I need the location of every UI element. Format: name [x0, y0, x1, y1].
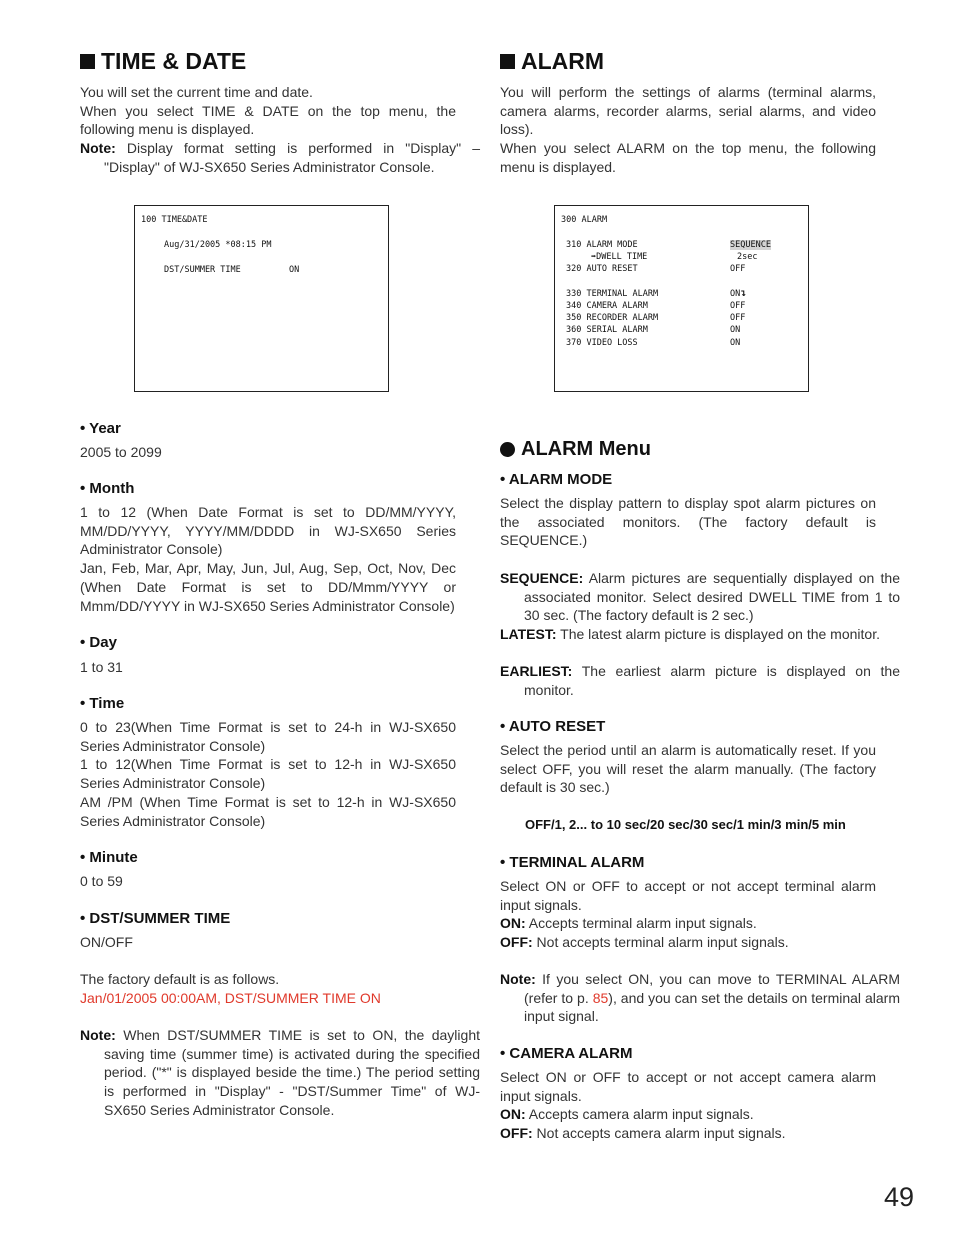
screen-row-label: 310 ALARM MODE [566, 240, 638, 250]
screen-row-value: ON [730, 338, 741, 348]
page-number: 49 [884, 1182, 915, 1212]
day-text: 1 to 31 [80, 659, 123, 675]
screen-row-value-selected: SEQUENCE [730, 240, 771, 250]
earliest-desc: EARLIEST: The earliest alarm picture is displayed on the monitor. [500, 663, 900, 698]
latest-desc: LATEST: The latest alarm picture is displayed on the monitor. [500, 626, 880, 642]
page-link[interactable]: 85 [592, 989, 609, 1006]
screen-row-value: 2sec [737, 252, 758, 262]
screen-row-value: OFF [730, 301, 746, 311]
screen-row-value: OFF [730, 313, 746, 323]
terminal-alarm-heading: • TERMINAL ALARM [500, 854, 645, 871]
return-arrow-icon: ↴ [740, 288, 747, 299]
factory-default-value: Jan/01/2005 00:00AM, DST/SUMMER TIME ON [80, 989, 381, 1006]
sequence-desc: SEQUENCE: Alarm pictures are sequentially displayed on the associated monitor. Select desired DWELL TIME from 1 to 30 sec. (The factory default is 2 sec.) [500, 570, 900, 624]
screen-title: 100 TIME&DATE [141, 215, 208, 225]
screen-row-label: 320 AUTO RESET [566, 264, 638, 274]
terminal-alarm-note: Note: If you select ON, you can move to TERMINAL ALARM (refer to p. 85), and you can set the details on terminal alarm input signal. [500, 971, 901, 1025]
year-text: 2005 to 2099 [80, 444, 162, 460]
circle-bullet-icon [500, 442, 515, 457]
minute-heading: • Minute [80, 849, 138, 866]
auto-reset-text: Select the period until an alarm is automatically reset. If you select OFF, you will reset the alarm manually. (The factory default is 30 sec.) [500, 742, 876, 796]
dst-heading: • DST/SUMMER TIME [80, 910, 231, 927]
month-text: 1 to 12 (When Date Format is set to DD/MM/YYYY, MM/DD/YYYY, YYYY/MM/DDDD in WJ-SX650 Series Administrator Console) Jan, Feb, Mar, Apr, May, Jun, Jul, Aug, Sep, Oct, Nov, Dec (When Date Format is set to DD/Mmm/YYYY or Mmm/DD/YYYY in WJ-SX650 Series Administrator Console) [80, 504, 456, 614]
alarm-menu-screen [554, 205, 809, 392]
screen-row-label: ➡DWELL TIME [591, 252, 648, 262]
day-heading: • Day [80, 634, 117, 651]
screen-row-label: 360 SERIAL ALARM [566, 325, 648, 335]
camera-alarm-text: Select ON or OFF to accept or not accept camera alarm input signals. ON: Accepts camera alarm input signals. OFF: Not accepts camera alarm input signals. [500, 1069, 876, 1142]
alarm-menu-heading: ALARM Menu [500, 438, 651, 461]
alarm-intro: You will perform the settings of alarms (terminal alarms, camera alarms, recorder alarms, serial alarms, and video loss). When you select ALARM on the top menu, the following menu is displayed. [500, 84, 876, 175]
alarm-mode-heading: • ALARM MODE [500, 471, 613, 488]
camera-alarm-heading: • CAMERA ALARM [500, 1045, 633, 1062]
alarm-mode-text: Select the display pattern to display spot alarm pictures on the associated monitors. (The factory default is SEQUENCE.) [500, 495, 876, 549]
screen-row-label: 370 VIDEO LOSS [566, 338, 638, 348]
screen-row-label: 350 RECORDER ALARM [566, 313, 659, 323]
screen-row-value: ON [730, 325, 741, 335]
time-date-note: Note: Display format setting is performed in "Display" – "Display" of WJ-SX650 Series Administrator Console. [80, 140, 480, 175]
terminal-alarm-text: Select ON or OFF to accept or not accept terminal alarm input signals. ON: Accepts terminal alarm input signals. OFF: Not accepts terminal alarm input signals. [500, 878, 876, 951]
time-date-heading: TIME & DATE [80, 48, 246, 75]
screen-row-label: 340 CAMERA ALARM [566, 301, 648, 311]
square-bullet-icon [80, 54, 95, 69]
time-text: 0 to 23(When Time Format is set to 24-h in WJ-SX650 Series Administrator Console) 1 to 12(When Time Format is set to 12-h in WJ-SX650 Series Administrator Console) AM /PM (When Time Format is set to 12-h in WJ-SX650 Series Administrator Console) [80, 719, 456, 829]
auto-reset-options: OFF/1, 2... to 10 sec/20 sec/30 sec/1 min/3 min/5 min [525, 817, 846, 832]
minute-text: 0 to 59 [80, 873, 123, 889]
time-date-menu-screen [134, 205, 389, 392]
auto-reset-heading: • AUTO RESET [500, 718, 606, 735]
screen-date-time: Aug/31/2005 *08:15 PM [164, 240, 272, 250]
month-heading: • Month [80, 480, 135, 497]
screen-row-label: 330 TERMINAL ALARM [566, 289, 659, 299]
alarm-heading: ALARM [500, 48, 604, 75]
dst-note: Note: When DST/SUMMER TIME is set to ON, the daylight saving time (summer time) is activated during the specified period. ("*" is displayed beside the time.) The period setting is performed in "Display" - "DST/Summer Time" of WJ-SX650 Series Administrator Console. [80, 1027, 480, 1118]
screen-dst-label: DST/SUMMER TIME [164, 265, 241, 275]
screen-title: 300 ALARM [561, 215, 608, 225]
time-date-intro: You will set the current time and date. When you select TIME & DATE on the top menu, the following menu is displayed. [80, 84, 456, 138]
screen-dst-value: ON [289, 265, 300, 275]
arrow-right-icon: ➡ [591, 252, 597, 262]
screen-row-value: ON↴ [730, 288, 747, 299]
square-bullet-icon [500, 54, 515, 69]
factory-default-text: The factory default is as follows. Jan/01/2005 00:00AM, DST/SUMMER TIME ON [80, 971, 381, 1006]
year-heading: • Year [80, 420, 121, 437]
dst-text: ON/OFF [80, 934, 133, 950]
time-heading: • Time [80, 695, 125, 712]
screen-row-value: OFF [730, 264, 746, 274]
